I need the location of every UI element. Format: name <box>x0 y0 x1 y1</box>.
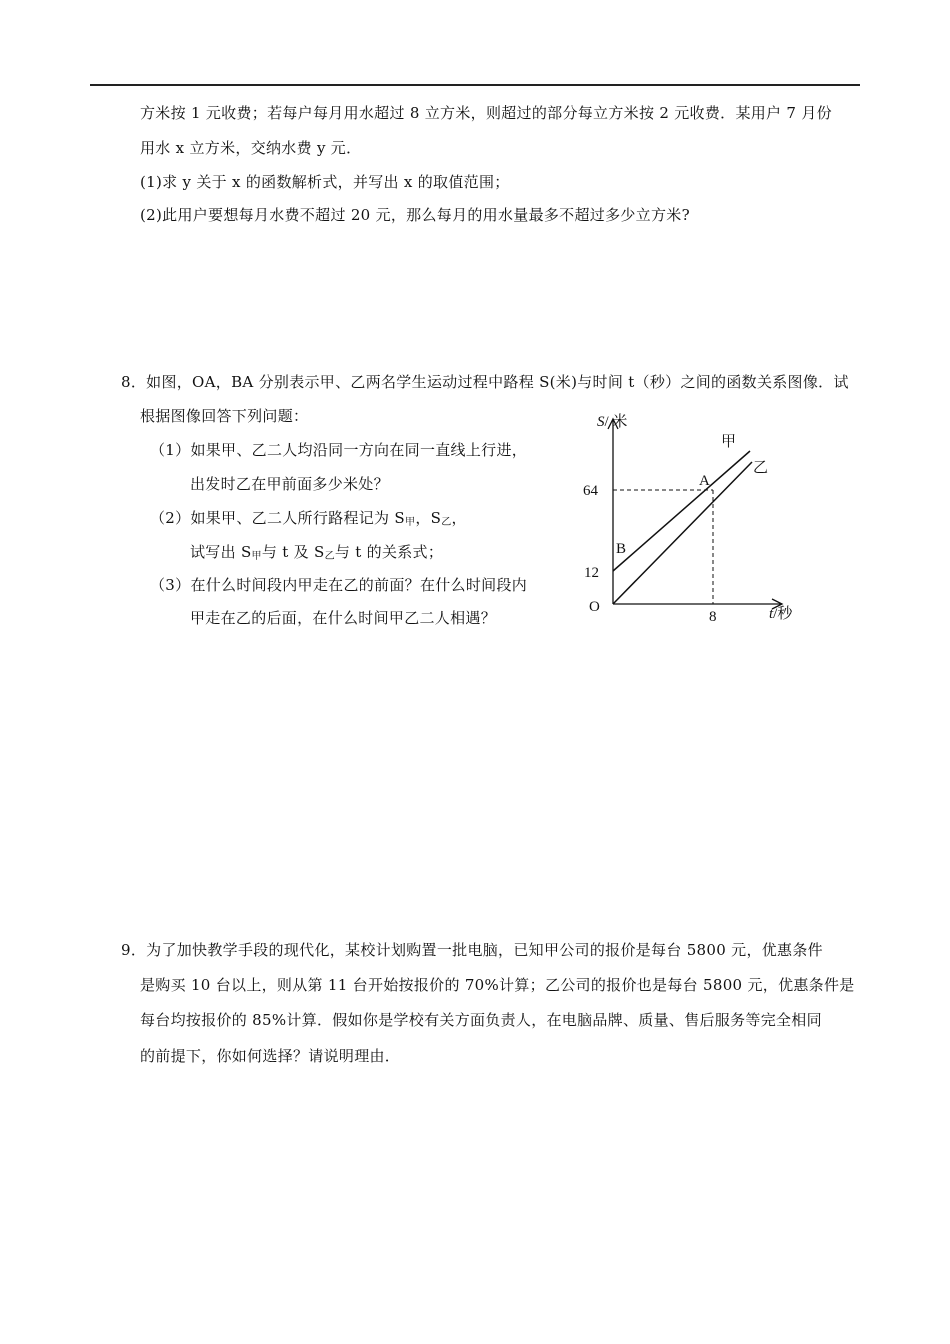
q8-p2b-sub-jia: 甲 <box>251 551 262 562</box>
q9-text-line-3: 每台均按报价的 85%计算．假如你是学校有关方面负责人，在电脑品牌、质量、售后服务等完全相同 <box>140 1011 822 1029</box>
line-yi-label: 乙 <box>753 460 769 476</box>
header-rule <box>90 84 860 86</box>
q7-text-line-1: 方米按 1 元收费；若每户每月用水超过 8 立方米，则超过的部分每立方米按 2 元收费．某用户 7 月份 <box>140 104 832 122</box>
q8-p2b-mid: 与 t 及 S <box>261 543 325 561</box>
q8-p2a-sub-jia: 甲 <box>405 517 416 528</box>
q7-part-1: (1)求 y 关于 x 的函数解析式，并写出 x 的取值范围； <box>140 173 510 191</box>
y-tick-64: 64 <box>583 483 598 499</box>
point-b-label: B <box>616 541 627 557</box>
q8-p2a-post: ， <box>451 509 467 527</box>
q8-part-3-line-2: 甲走在乙的后面，在什么时间甲乙二人相遇？ <box>190 609 497 627</box>
q8-part-1-line-1: （1）如果甲、乙二人均沿同一方向在同一直线上行进， <box>150 441 528 459</box>
q8-p2b-sub-yi: 乙 <box>324 551 335 562</box>
line-oa <box>613 462 752 604</box>
x-axis-label: t/秒 <box>769 606 793 622</box>
q8-text-line-1: 8．如图，OA，BA 分别表示甲、乙两名学生运动过程中路程 S(米)与时间 t（秒）之间的函数关系图像．试 <box>121 373 849 391</box>
q8-text-line-2: 根据图像回答下列问题： <box>140 407 309 425</box>
x-tick-8: 8 <box>709 609 717 625</box>
q8-part-2-line-1 <box>150 508 467 533</box>
q9-text-line-1: 9．为了加快教学手段的现代化，某校计划购置一批电脑，已知甲公司的报价是每台 5800 元，优惠条件 <box>121 941 823 959</box>
line-jia-label: 甲 <box>721 434 737 450</box>
point-a-label: A <box>699 473 710 489</box>
y-axis-label: S/ 米 <box>597 414 628 430</box>
q8-p2a-mid: ，S <box>415 509 442 527</box>
q8-part-3-line-1: （3）在什么时间段内甲走在乙的前面？在什么时间段内 <box>150 576 528 594</box>
q9-text-line-2: 是购买 10 台以上，则从第 11 台开始按报价的 70%计算；乙公司的报价也是每台 5800 元，优惠条件是 <box>140 976 855 994</box>
distance-time-graph <box>560 405 820 630</box>
q9-text-line-4: 的前提下，你如何选择？请说明理由． <box>140 1047 401 1065</box>
q8-part-2-line-2 <box>190 542 443 567</box>
q8-p2a-sub-yi: 乙 <box>441 517 452 528</box>
line-ba <box>613 451 750 571</box>
q7-part-2: (2)此用户要想每月水费不超过 20 元，那么每月的用水量最多不超过多少立方米? <box>140 206 690 224</box>
q7-text-line-2: 用水 x 立方米，交纳水费 y 元． <box>140 139 362 157</box>
q8-part-1-line-2: 出发时乙在甲前面多少米处？ <box>190 475 389 493</box>
y-tick-12: 12 <box>584 565 599 581</box>
q8-p2b-post: 与 t 的关系式； <box>334 543 444 561</box>
q8-p2b-pre: 试写出 S <box>190 543 252 561</box>
origin-label: O <box>589 599 600 615</box>
q8-p2a-pre: （2）如果甲、乙二人所行路程记为 S <box>150 509 405 527</box>
